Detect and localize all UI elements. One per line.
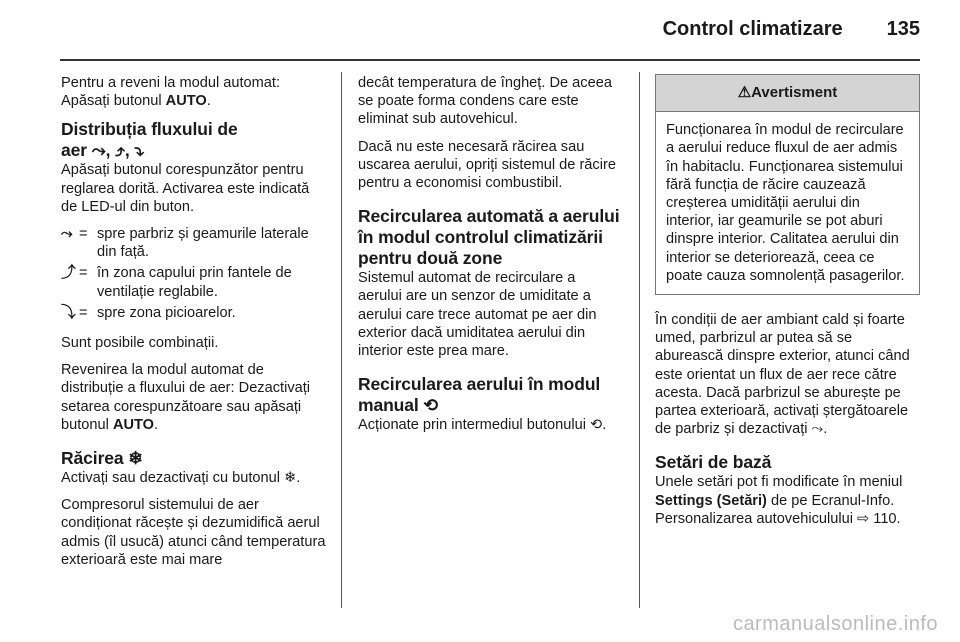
warning-text: Funcționarea în modul de recirculare a aerului reduce fluxul de aer admis în habitaclu. Funcționarea sistemului fără funcția de răcire cauzează creșterea umidității aerului din interior, iar geamurile se pot aburi dinspre interior. Calitatea aerului din interior se deteriorează, ceea ce poate cauza somnolență pasagerilor. xyxy=(666,122,905,284)
compressor-text-continued: decât temperatura de îngheț. De aceea se poate forma condens care este eliminat sub autovehicul. xyxy=(358,75,612,128)
cooling-text: Activați sau dezactivați cu butonul ❄. xyxy=(61,470,301,487)
compressor-text: Compresorul sistemului de aer condiționat răcește și dezumidifică aerul admis (îl usucă) atunci când temperatura exterioară este mai mare xyxy=(61,497,326,568)
warning-box xyxy=(655,74,920,295)
manual-recirculation-text: Acționate prin intermediul butonului ⟲. xyxy=(358,417,607,434)
watermark: carmanualsonline.info xyxy=(732,613,938,635)
auto-button-label: AUTO xyxy=(165,93,207,110)
auto-recirculation-text: Sistemul automat de recirculare a aerului are un senzor de umiditate a aerului care trece automat pe aer din exterior dacă umiditatea aerului din interior este prea mare. xyxy=(358,270,597,360)
column-3 xyxy=(655,74,920,537)
footwell-airflow-icon: ⤵ xyxy=(61,304,76,321)
windscreen-airflow-icon: ⤳ xyxy=(61,226,73,243)
legend-row: ⤵ = spre zona picioarelor. xyxy=(61,304,236,321)
page-header xyxy=(663,18,920,41)
legend-row: ⤴ = în zona capului prin fantele de ventilație reglabile. xyxy=(61,265,292,300)
intro-paragraph: Pentru a reveni la modul automat: Apăsați butonul AUTO. xyxy=(61,75,281,110)
column-2 xyxy=(358,74,623,443)
column-divider-2 xyxy=(639,72,640,608)
page-title: Control climatizare xyxy=(662,18,843,40)
humidity-text: În condiții de aer ambiant cald și foarte umed, parbrizul ar putea să se aburească dinspre exterior, atunci când este orientat un flux de aer rece către acesta. Dacă parbrizul se aburește pe partea exterioară, activați ștergătoarele de parbriz și dezactivați ⤳. xyxy=(655,312,910,438)
column-1 xyxy=(61,74,326,578)
warning-title: ⚠Avertisment xyxy=(656,75,919,112)
revert-paragraph: Revenirea la modul automat de distribuție a fluxului de aer: Dezactivați setarea corespunzătoare sau apăsați butonul AUTO. xyxy=(61,362,311,433)
basic-settings-text: Unele setări pot fi modificate în meniul Settings (Setări) de pe Ecranul-Info. Personalizarea autovehiculului ⇨ 110. xyxy=(655,474,903,527)
heading-auto-recirculation: Recircularea automată a aerului în modul controlul climatizării pentru două zone xyxy=(358,206,620,269)
heading-air-distribution: Distribuția fluxului de aer ⤳, ⤴, ⤵ xyxy=(61,119,238,161)
distribution-text: Apăsați butonul corespunzător pentru reglarea dorită. Activarea este indicată de LED-ul din buton. xyxy=(61,162,310,215)
header-rule xyxy=(60,59,920,61)
page-number: 135 xyxy=(886,18,920,40)
column-divider-1 xyxy=(341,72,342,608)
legend-row: ⤳ = spre parbriz și geamurile laterale din față. xyxy=(61,226,309,261)
distribution-legend xyxy=(61,225,326,322)
disable-cooling-text: Dacă nu este necesară răcirea sau uscarea aerului, opriți sistemul de răcire pentru a economisi combustibil. xyxy=(358,138,616,192)
heading-basic-settings: Setări de bază xyxy=(655,452,772,473)
heading-cooling: Răcirea ❄ xyxy=(61,448,143,469)
combinations-text: Sunt posibile combinații. xyxy=(61,335,219,352)
heading-manual-recirculation: Recircularea aerului în modul manual ⟲ xyxy=(358,374,601,416)
head-airflow-icon: ⤴ xyxy=(61,265,76,282)
